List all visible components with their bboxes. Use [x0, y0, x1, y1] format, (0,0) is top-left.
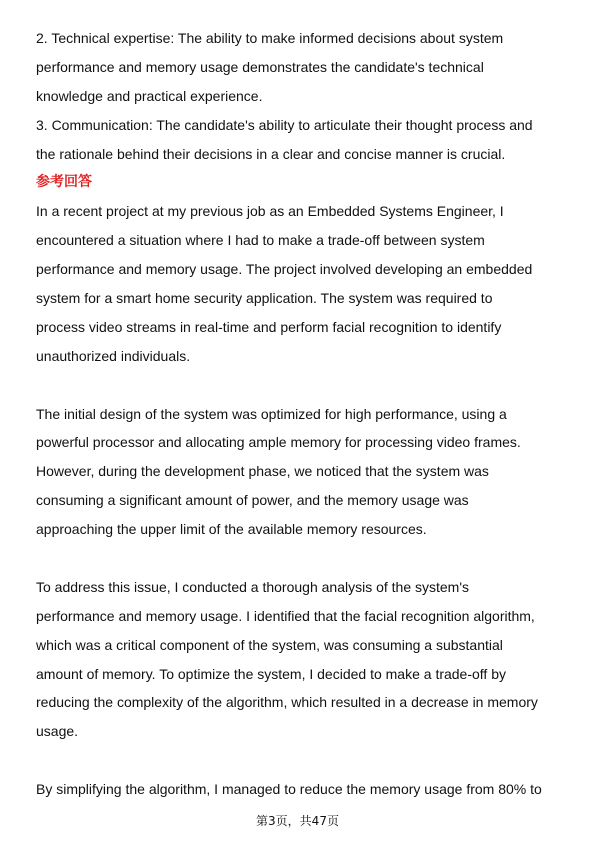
page-number-footer: 第3页，共47页 [256, 814, 339, 828]
text-line: The initial design of the system was optimized for high performance, using a [36, 405, 507, 422]
text-line: usage. [36, 723, 79, 740]
text-line: knowledge and practical experience. [36, 87, 263, 104]
text-line: performance and memory usage. The project involved developing an embedded [36, 261, 533, 278]
text-line: In a recent project at my previous job as an Embedded Systems Engineer, I [36, 203, 504, 220]
answer-paragraph-2 [36, 400, 562, 544]
text-line: However, during the development phase, we noticed that the system was [36, 463, 489, 480]
text-line: process video streams in real-time and perform facial recognition to identify [36, 318, 502, 335]
section-heading: 参考回答 [36, 174, 92, 191]
document-body [36, 24, 562, 804]
text-line: performance and memory usage. I identified that the facial recognition algorithm, [36, 607, 535, 624]
text-line: unauthorized individuals. [36, 347, 191, 364]
text-line: system for a smart home security application. The system was required to [36, 290, 493, 307]
paragraph-spacer [36, 746, 562, 775]
text-line: consuming a significant amount of power, and the memory usage was [36, 492, 469, 509]
answer-paragraph-3 [36, 573, 562, 746]
text-line: powerful processor and allocating ample memory for processing video frames. [36, 434, 521, 451]
text-line: By simplifying the algorithm, I managed to reduce the memory usage from 80% to [36, 781, 542, 798]
evaluation-criteria-list [36, 24, 562, 168]
text-line: 2. Technical expertise: The ability to make informed decisions about system [36, 30, 504, 46]
text-line: approaching the upper limit of the available memory resources. [36, 521, 427, 538]
answer-paragraph-1 [36, 197, 562, 370]
text-line: performance and memory usage demonstrates the candidate's technical [36, 58, 484, 75]
text-line: reducing the complexity of the algorithm, which resulted in a decrease in memory [36, 694, 538, 711]
text-line: To address this issue, I conducted a thorough analysis of the system's [36, 578, 470, 595]
text-line: which was a critical component of the system, was consuming a substantial [36, 636, 503, 653]
paragraph-spacer [36, 544, 562, 573]
paragraph-spacer [36, 371, 562, 400]
text-line: amount of memory. To optimize the system, I decided to make a trade-off by [36, 665, 506, 682]
text-line: the rationale behind their decisions in a clear and concise manner is crucial. [36, 145, 506, 162]
text-line: 3. Communication: The candidate's ability to articulate their thought process and [36, 116, 533, 133]
text-line: encountered a situation where I had to make a trade-off between system [36, 232, 485, 249]
answer-paragraph-4 [36, 775, 562, 804]
